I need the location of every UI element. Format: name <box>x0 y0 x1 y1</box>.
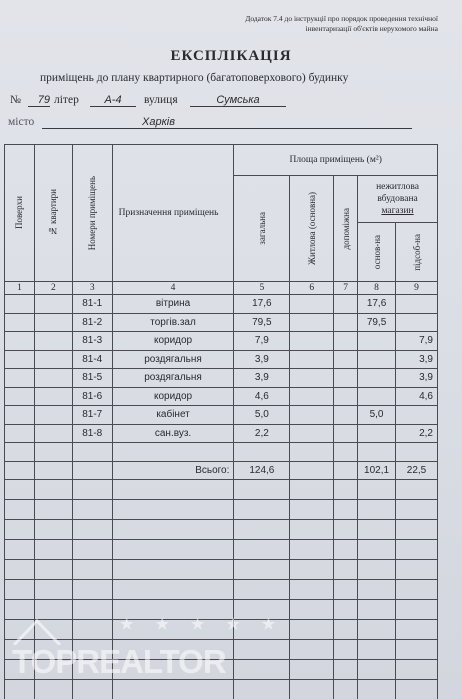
area-utility: 7,9 <box>396 332 438 351</box>
col-number: 5 <box>234 282 290 295</box>
room-purpose: сан.вуз. <box>112 424 234 443</box>
area-total: 7,9 <box>234 332 290 351</box>
totals-row <box>5 461 438 480</box>
room-number: 81-7 <box>72 406 112 425</box>
header-note: Додаток 7.4 до інструкції про порядок проведення технічної інвентаризації об'єктів нерухомого майна <box>245 14 438 33</box>
area-total: 4,6 <box>234 387 290 406</box>
house-icon <box>12 615 62 645</box>
room-purpose: коридор <box>112 387 234 406</box>
area-utility: 4,6 <box>396 387 438 406</box>
room-purpose: роздягальня <box>112 350 234 369</box>
totals-main: 102,1 <box>358 461 396 480</box>
stars-icon: ★★★★★ <box>120 616 298 633</box>
table-row <box>5 313 438 332</box>
table-row <box>5 406 438 425</box>
room-purpose: торгів.зал <box>112 313 234 332</box>
col-number: 1 <box>5 282 35 295</box>
header-living: Житлова (основна) <box>290 176 334 282</box>
header-utility: підсоб-на <box>396 223 438 282</box>
area-main: 17,6 <box>358 295 396 314</box>
document-title: ЕКСПЛІКАЦІЯ <box>170 48 292 64</box>
liter-label: літер <box>54 94 79 106</box>
room-number: 81-3 <box>72 332 112 351</box>
col-number: 9 <box>396 282 438 295</box>
area-utility: 2,2 <box>396 424 438 443</box>
header-nonres-label: нежитлова вбудована <box>376 182 419 204</box>
totals-label: Всього: <box>112 461 234 480</box>
room-number: 81-8 <box>72 424 112 443</box>
area-main <box>358 369 396 388</box>
header-nonres <box>358 176 438 223</box>
room-purpose: роздягальня <box>112 369 234 388</box>
totals-utility: 22,5 <box>396 461 438 480</box>
col-number: 7 <box>334 282 358 295</box>
table-row <box>5 387 438 406</box>
room-number: 81-1 <box>72 295 112 314</box>
area-main <box>358 424 396 443</box>
table-row <box>5 332 438 351</box>
area-total: 3,9 <box>234 369 290 388</box>
table-row <box>5 443 438 462</box>
area-main <box>358 350 396 369</box>
col-number: 4 <box>112 282 234 295</box>
area-total: 5,0 <box>234 406 290 425</box>
col-number: 2 <box>34 282 72 295</box>
city-value: Харків <box>42 116 412 129</box>
area-main <box>358 332 396 351</box>
table-row <box>5 424 438 443</box>
room-number: 81-6 <box>72 387 112 406</box>
street-value: Сумська <box>190 94 286 107</box>
column-numbers-row <box>5 282 438 295</box>
room-purpose: вітрина <box>112 295 234 314</box>
number-value: 79 <box>28 94 50 107</box>
room-number: 81-2 <box>72 313 112 332</box>
number-label: № <box>10 94 21 106</box>
area-utility <box>396 295 438 314</box>
col-number: 6 <box>290 282 334 295</box>
area-utility <box>396 313 438 332</box>
area-total: 2,2 <box>234 424 290 443</box>
room-number: 81-5 <box>72 369 112 388</box>
header-main: основ-на <box>358 223 396 282</box>
area-main <box>358 387 396 406</box>
area-main: 5,0 <box>358 406 396 425</box>
liter-value: А-4 <box>90 94 136 107</box>
area-main: 79,5 <box>358 313 396 332</box>
watermark-text: TOPREALTOR <box>12 643 226 680</box>
document-subtitle: приміщень до плану квартирного (багатоповерхового) будинку <box>40 72 349 84</box>
totals-total: 124,6 <box>234 461 290 480</box>
table-row <box>5 350 438 369</box>
area-total: 79,5 <box>234 313 290 332</box>
header-area-group: Площа приміщень (м²) <box>234 145 438 176</box>
table-row <box>5 295 438 314</box>
area-utility <box>396 406 438 425</box>
area-utility: 3,9 <box>396 350 438 369</box>
header-purpose: Призначення приміщень <box>112 145 234 282</box>
room-purpose: кабінет <box>112 406 234 425</box>
area-utility: 3,9 <box>396 369 438 388</box>
header-shop: магазин <box>381 206 414 216</box>
header-flat: № квартири <box>34 145 72 282</box>
room-purpose: коридор <box>112 332 234 351</box>
area-total: 17,6 <box>234 295 290 314</box>
col-number: 3 <box>72 282 112 295</box>
header-floor: Поверхи <box>5 145 35 282</box>
city-label: місто <box>8 116 35 128</box>
col-number: 8 <box>358 282 396 295</box>
watermark <box>12 615 298 685</box>
table-row <box>5 369 438 388</box>
room-number: 81-4 <box>72 350 112 369</box>
header-rooms: Номери приміщень <box>72 145 112 282</box>
header-total: загальна <box>234 176 290 282</box>
area-total: 3,9 <box>234 350 290 369</box>
street-label: вулиця <box>144 94 178 106</box>
header-aux: допоміжна <box>334 176 358 282</box>
